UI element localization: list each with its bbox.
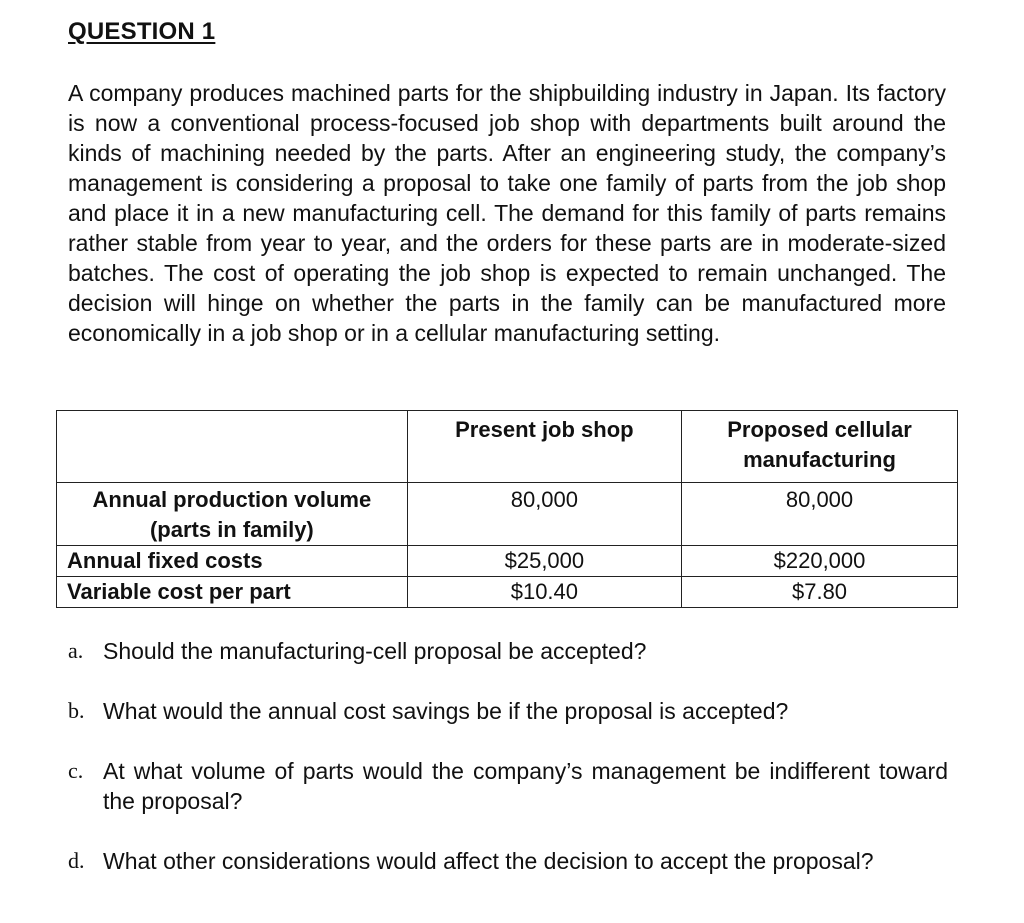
cell-present-variable: $10.40 <box>407 577 681 608</box>
table-header-empty <box>57 411 408 483</box>
cell-proposed-variable: $7.80 <box>682 577 958 608</box>
question-title: QUESTION 1 <box>68 18 216 45</box>
list-item <box>68 756 948 816</box>
sub-question-marker: b. <box>68 698 85 723</box>
sub-question-marker: a. <box>68 638 84 663</box>
sub-question-text: At what volume of parts would the company’s management be indifferent toward the proposal? <box>103 758 948 814</box>
table-header-proposed-label: Proposed cellular manufacturing <box>727 417 912 472</box>
cell-present-volume: 80,000 <box>407 483 681 546</box>
list-item <box>68 636 948 666</box>
table-header-present: Present job shop <box>407 411 681 483</box>
sub-question-marker: d. <box>68 848 85 873</box>
cell-present-fixed: $25,000 <box>407 546 681 577</box>
sub-question-text: What would the annual cost savings be if the proposal is accepted? <box>103 698 789 724</box>
table-header-row <box>57 411 958 483</box>
row-label-fixed-costs: Annual fixed costs <box>57 546 408 577</box>
table-row <box>57 546 958 577</box>
cell-proposed-volume: 80,000 <box>682 483 958 546</box>
sub-question-text: Should the manufacturing-cell proposal be accepted? <box>103 638 647 664</box>
table-header-proposed <box>682 411 958 483</box>
sub-question-marker: c. <box>68 758 84 783</box>
row-label-volume-text: Annual production volume (parts in family) <box>92 487 372 542</box>
row-label-variable-cost: Variable cost per part <box>57 577 408 608</box>
sub-question-list <box>68 636 948 876</box>
table-row <box>57 483 958 546</box>
table-row <box>57 577 958 608</box>
cell-proposed-fixed: $220,000 <box>682 546 958 577</box>
list-item <box>68 846 948 876</box>
question-intro-paragraph: A company produces machined parts for the shipbuilding industry in Japan. Its factory is now a conventional process-focused job shop with departments built around the kinds of machining needed by the parts. After an engineering study, the company’s management is considering a proposal to take one family of parts from the job shop and place it in a new manufacturing cell. The demand for this family of parts remains rather stable from year to year, and the orders for these parts are in moderate-sized batches. The cost of operating the job shop is expected to remain unchanged. The decision will hinge on whether the parts in the family can be manufactured more economically in a job shop or in a cellular manufacturing setting. <box>68 80 946 346</box>
row-label-volume <box>57 483 408 546</box>
sub-question-text: What other considerations would affect the decision to accept the proposal? <box>103 848 874 874</box>
cost-comparison-table <box>56 410 958 608</box>
list-item <box>68 696 948 726</box>
